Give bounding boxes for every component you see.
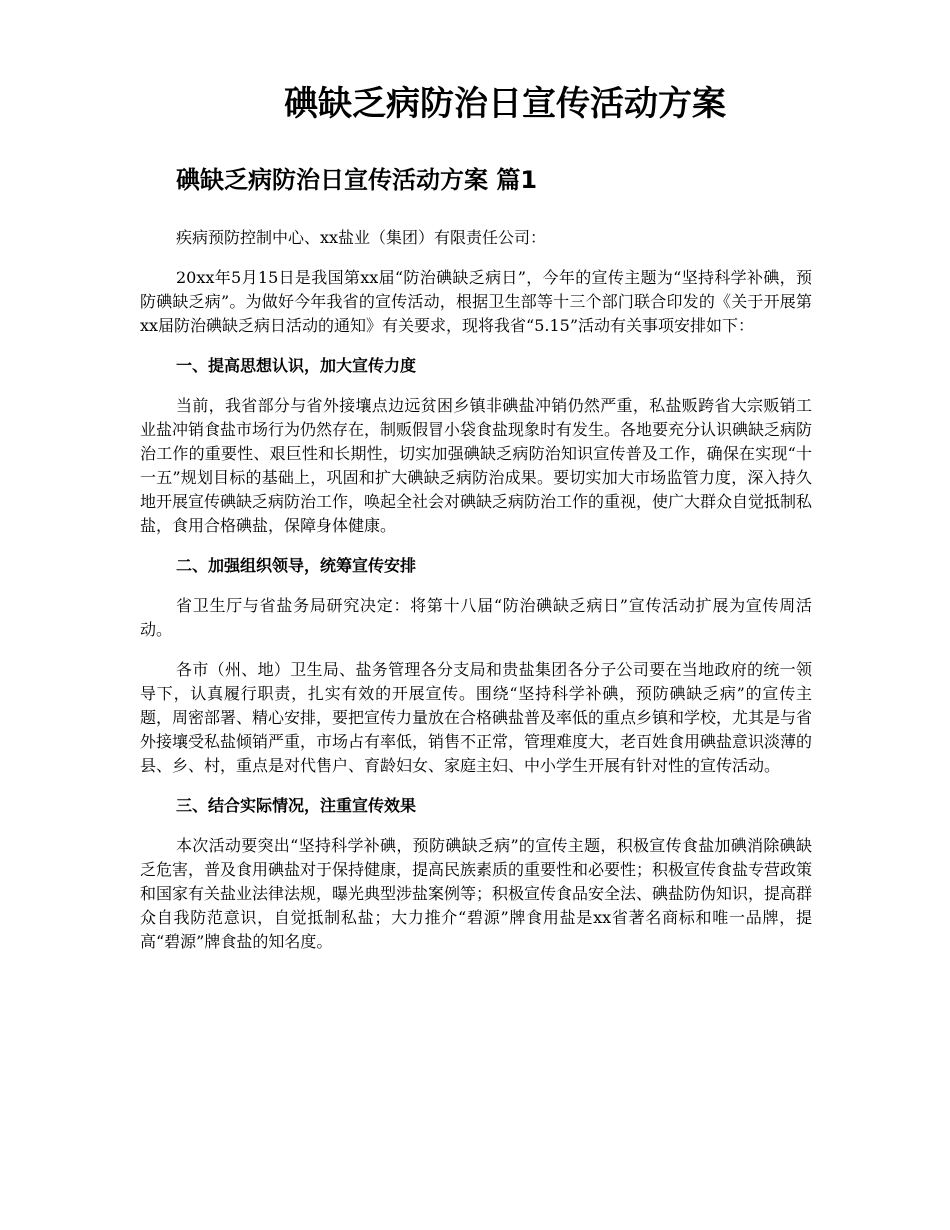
section-heading: 二、加强组织领导，统筹宣传安排 (176, 556, 417, 575)
document-title: 碘缺乏病防治日宣传活动方案 (284, 84, 726, 124)
section-heading: 三、结合实际情况，注重宣传效果 (176, 796, 417, 815)
paragraph: 20xx年5月15日是我国第xx届“防治碘缺乏病日”，今年的宣传主题为“坚持科学补碘，预防碘缺乏病”。为做好今年我省的宣传活动，根据卫生部等十三个部门联合印发的《关于开展第xx届防治碘缺乏病日活动的通知》有关要求，现将我省“5.15”活动有关事项安排如下： (140, 268, 812, 335)
paragraph: 各市（州、地）卫生局、盐务管理各分支局和贵盐集团各分子公司要在当地政府的统一领导下，认真履行职责，扎实有效的开展宣传。围绕“坚持科学补碘，预防碘缺乏病”的宣传主题，周密部署、精心安排，要把宣传力量放在合格碘盐普及率低的重点乡镇和学校，尤其是与省外接壤受私盐倾销严重，市场占有率低，销售不正常，管理难度大，老百姓食用碘盐意识淡薄的县、乡、村，重点是对代售户、育龄妇女、家庭主妇、中小学生开展有针对性的宣传活动。 (140, 660, 813, 775)
paragraph: 省卫生厅与省盐务局研究决定：将第十八届“防治碘缺乏病日”宣传活动扩展为宣传周活动。 (140, 596, 812, 639)
section-title: 碘缺乏病防治日宣传活动方案 篇1 (176, 166, 538, 194)
paragraph: 当前，我省部分与省外接壤点边远贫困乡镇非碘盐冲销仍然严重，私盐贩跨省大宗贩销工业盐冲销食盐市场行为仍然存在，制贩假冒小袋食盐现象时有发生。各地要充分认识碘缺乏病防治工作的重要性、艰巨性和长期性，切实加强碘缺乏病防治知识宣传普及工作，确保在实现“十一五”规划目标的基础上，巩固和扩大碘缺乏病防治成果。要切实加大市场监管力度，深入持久地开展宣传碘缺乏病防治工作，唤起全社会对碘缺乏病防治工作的重视，使广大群众自觉抵制私盐，食用合格碘盐，保障身体健康。 (140, 396, 813, 535)
paragraph: 本次活动要突出“坚持科学补碘，预防碘缺乏病”的宣传主题，积极宣传食盐加碘消除碘缺乏危害，普及食用碘盐对于保持健康，提高民族素质的重要性和必要性；积极宣传食盐专营政策和国家有关盐业法律法规，曝光典型涉盐案例等；积极宣传食品安全法、碘盐防伪知识，提高群众自我防范意识，自觉抵制私盐；大力推介“碧源”牌食用盐是xx省著名商标和唯一品牌，提高“碧源”牌食盐的知名度。 (140, 836, 813, 951)
paragraph: 疾病预防控制中心、xx盐业（集团）有限责任公司： (176, 228, 547, 247)
section-heading: 一、提高思想认识，加大宣传力度 (176, 356, 417, 375)
document-body (140, 226, 812, 970)
